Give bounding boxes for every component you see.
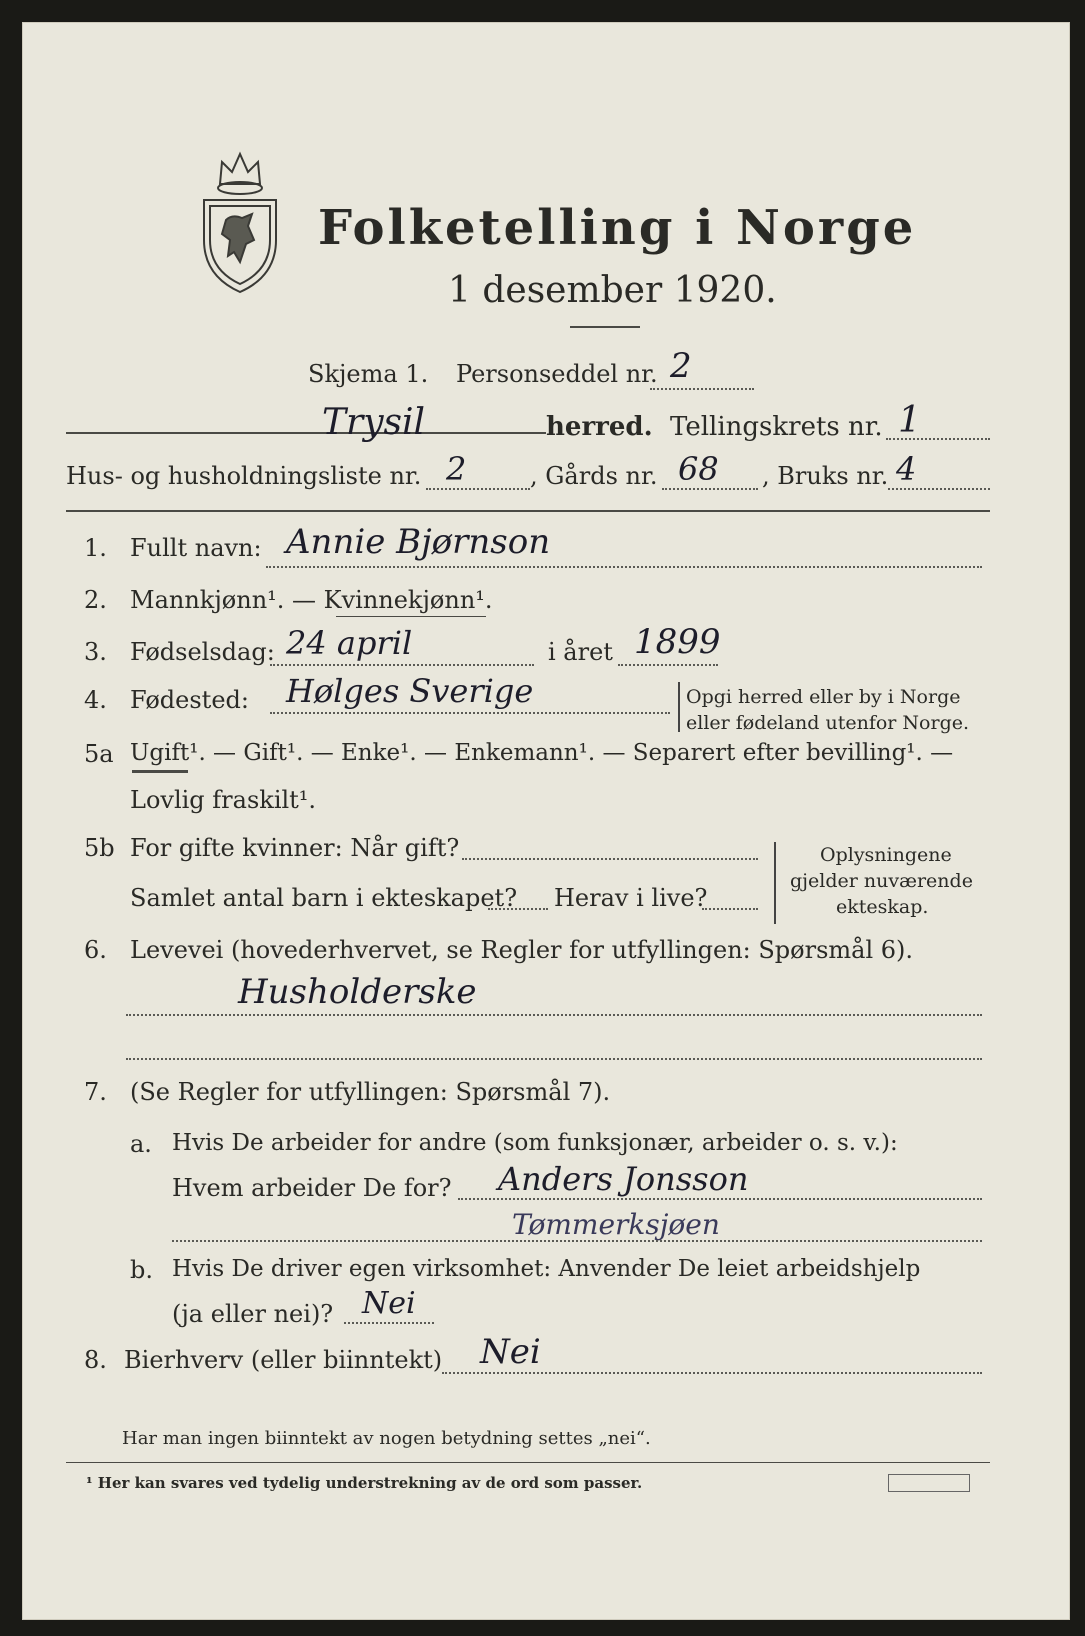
q5b-alive-label: Herav i live? — [554, 884, 708, 912]
q8-answer[interactable]: Nei — [480, 1332, 541, 1372]
gards-line — [662, 488, 758, 490]
personseddel-label: Personseddel nr. — [456, 360, 658, 388]
tellingskrets-line — [886, 438, 990, 440]
q4-note-1: Opgi herred eller by i Norge — [686, 686, 961, 708]
q4-birthplace[interactable]: Hølges Sverige — [286, 672, 534, 710]
q7b-letter: b. — [130, 1256, 153, 1284]
title-divider — [570, 326, 640, 328]
herred-value[interactable]: Trysil — [322, 402, 426, 443]
printer-stamp-icon — [888, 1474, 970, 1492]
q3-year[interactable]: 1899 — [634, 622, 721, 662]
q6-label: Levevei (hovederhvervet, se Regler for utfyllingen: Spørsmål 6). — [130, 936, 914, 964]
form-title: Folketelling i Norge — [318, 200, 917, 256]
q2-underline-kvinnekjonn — [336, 616, 486, 617]
q8-line — [442, 1372, 982, 1374]
bruks-value[interactable]: 4 — [896, 450, 917, 488]
q7a-employer-place[interactable]: Tømmerksjøen — [512, 1208, 720, 1241]
q7b-line2: (ja eller nei)? — [172, 1300, 334, 1328]
gards-label: , Gårds nr. — [530, 462, 658, 490]
q5b-married-line — [462, 858, 758, 860]
q5b-children-label: Samlet antal barn i ekteskapet? — [130, 884, 518, 912]
q6-line-1 — [126, 1014, 982, 1016]
footnote: ¹ Her kan svares ved tydelig understrekning av de ord som passer. — [86, 1474, 643, 1492]
q3-birthday[interactable]: 24 april — [286, 624, 413, 662]
skjema-label: Skjema 1. — [308, 360, 429, 388]
footer-note: Har man ingen biinntekt av nogen betydning settes „nei“. — [122, 1428, 651, 1449]
q6-number: 6. — [84, 936, 107, 964]
q5b-alive-line — [702, 908, 758, 910]
q5b-note-3: ekteskap. — [836, 896, 929, 918]
census-form — [22, 22, 1070, 1620]
header-divider — [66, 510, 990, 512]
q4-number: 4. — [84, 686, 107, 714]
q3-line — [270, 664, 534, 666]
q5b-note-1: Oplysningene — [820, 844, 952, 866]
q8-label: Bierhverv (eller biinntekt) — [124, 1346, 443, 1374]
q3-year-line — [618, 664, 718, 666]
q7a-employer[interactable]: Anders Jonsson — [498, 1160, 749, 1198]
tellingskrets-value[interactable]: 1 — [898, 400, 921, 441]
hus-line — [426, 488, 530, 490]
q3-label: Fødselsdag: — [130, 638, 275, 666]
q7b-line — [344, 1322, 434, 1324]
q4-note-2: eller fødeland utenfor Norge. — [686, 712, 970, 734]
q6-line-2 — [126, 1058, 982, 1060]
q5b-note-2: gjelder nuværende — [790, 870, 973, 892]
q1-line — [266, 566, 982, 568]
q5b-line1: For gifte kvinner: Når gift? — [130, 834, 460, 862]
q5a-options-line1: Ugift¹. — Gift¹. — Enke¹. — Enkemann¹. — Separert efter bevilling¹. — — [130, 740, 954, 766]
q5b-brace — [774, 842, 776, 924]
norway-coat-of-arms-icon — [192, 144, 288, 296]
gards-value[interactable]: 68 — [678, 450, 719, 488]
q5a-underline-ugift — [132, 770, 188, 773]
hus-value[interactable]: 2 — [446, 450, 467, 488]
q4-brace — [678, 682, 680, 732]
q7a-line-1 — [458, 1198, 982, 1200]
personseddel-line — [650, 388, 754, 390]
census-date: 1 desember 1920. — [448, 270, 777, 311]
q7b-answer[interactable]: Nei — [362, 1286, 416, 1321]
q7-number: 7. — [84, 1078, 107, 1106]
footer-divider — [66, 1462, 990, 1463]
q7a-letter: a. — [130, 1130, 152, 1158]
herred-label: herred. — [546, 412, 653, 442]
q7-label: (Se Regler for utfyllingen: Spørsmål 7). — [130, 1078, 611, 1106]
q3-year-label: i året — [548, 638, 613, 666]
q7a-line1: Hvis De arbeider for andre (som funksjonær, arbeider o. s. v.): — [172, 1130, 898, 1156]
q8-number: 8. — [84, 1346, 107, 1374]
q1-label: Fullt navn: — [130, 534, 262, 562]
q2-number: 2. — [84, 586, 107, 614]
q7a-line2: Hvem arbeider De for? — [172, 1174, 452, 1202]
q7b-line1: Hvis De driver egen virksomhet: Anvender De leiet arbeidshjelp — [172, 1256, 921, 1282]
herred-line — [66, 432, 546, 434]
q5a-options-line2: Lovlig fraskilt¹. — [130, 786, 317, 814]
bruks-label: , Bruks nr. — [762, 462, 889, 490]
q2-gender-options: Mannkjønn¹. — Kvinnekjønn¹. — [130, 586, 493, 614]
q4-label: Fødested: — [130, 686, 249, 714]
hus-label: Hus- og husholdningsliste nr. — [66, 462, 422, 490]
q5a-number: 5a — [84, 740, 114, 768]
q5b-number: 5b — [84, 834, 115, 862]
personseddel-value[interactable]: 2 — [670, 346, 692, 386]
q4-line — [270, 712, 670, 714]
q1-full-name[interactable]: Annie Bjørnson — [286, 522, 551, 562]
tellingskrets-label: Tellingskrets nr. — [670, 412, 883, 442]
q1-number: 1. — [84, 534, 107, 562]
q7a-line-2 — [172, 1240, 982, 1242]
q5b-children-line — [488, 908, 548, 910]
bruks-line — [888, 488, 990, 490]
q6-occupation[interactable]: Husholderske — [238, 972, 477, 1012]
q3-number: 3. — [84, 638, 107, 666]
